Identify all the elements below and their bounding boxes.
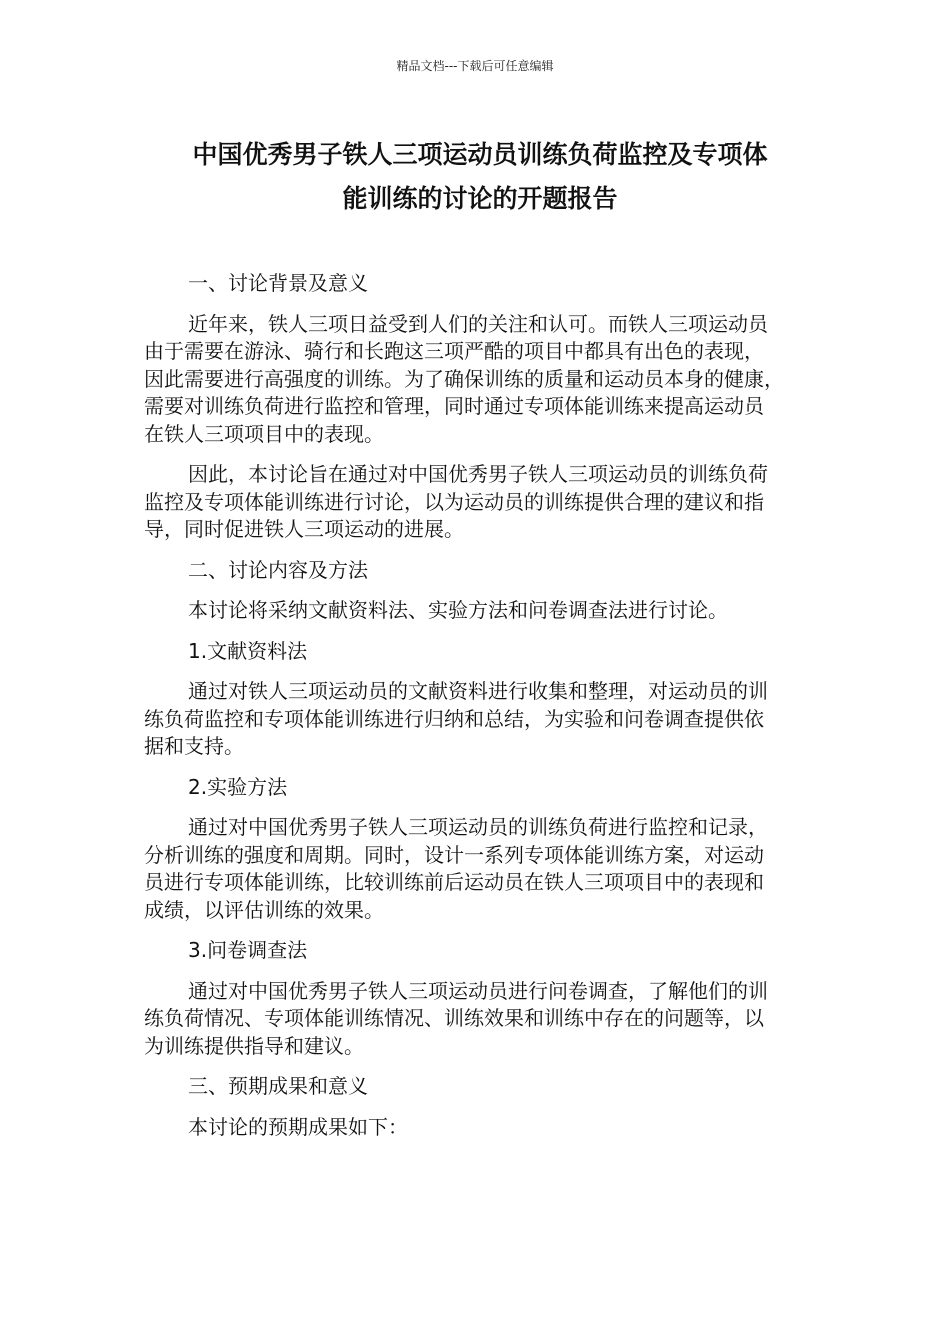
paragraph-line: 在铁人三项项目中的表现。	[144, 421, 384, 446]
paragraph-line: 分析训练的强度和周期。同时，设计一系列专项体能训练方案，对运动	[144, 842, 764, 867]
paragraph-line: 近年来，铁人三项日益受到人们的关注和认可。而铁人三项运动员	[188, 311, 768, 336]
paragraph-line: 需要对训练负荷进行监控和管理，同时通过专项体能训练来提高运动员	[144, 394, 764, 418]
paragraph-questionnaire	[144, 978, 804, 1061]
paragraph-line: 因此需要进行高强度的训练。为了确保训练的质量和运动员本身的健康，	[144, 366, 784, 391]
paragraph-line: 因此，本讨论旨在通过对中国优秀男子铁人三项运动员的训练负荷	[188, 462, 768, 486]
section-heading-methods: 二、讨论内容及方法	[188, 557, 368, 582]
method-heading-questionnaire: 3.问卷调查法	[188, 938, 308, 962]
document-body	[144, 270, 804, 1154]
page-header: 精品文档---下载后可任意编辑	[396, 59, 554, 73]
paragraph-line: 练负荷监控和专项体能训练进行归纳和总结，为实验和问卷调查提供依	[144, 706, 764, 731]
paragraph-experiment	[144, 814, 804, 924]
document-title	[140, 133, 820, 221]
method-heading-experiment: 2.实验方法	[188, 774, 288, 799]
paragraph-line: 成绩，以评估训练的效果。	[144, 897, 384, 922]
paragraph-line: 练负荷情况、专项体能训练情况、训练效果和训练中存在的问题等，以	[144, 1006, 764, 1030]
paragraph-line: 通过对中国优秀男子铁人三项运动员进行问卷调查，了解他们的训	[188, 978, 768, 1003]
paragraph-line: 由于需要在游泳、骑行和长跑这三项严酷的项目中都具有出色的表现，	[144, 339, 764, 363]
paragraph-outcomes-intro: 本讨论的预期成果如下：	[188, 1114, 408, 1139]
paragraph-methods-intro: 本讨论将采纳文献资料法、实验方法和问卷调查法进行讨论。	[188, 598, 728, 622]
paragraph-line: 通过对铁人三项运动员的文献资料进行收集和整理，对运动员的训	[188, 679, 768, 703]
paragraph-line: 为训练提供指导和建议。	[144, 1033, 364, 1058]
paragraph-line: 通过对中国优秀男子铁人三项运动员的训练负荷进行监控和记录，	[188, 815, 768, 839]
paragraph-background-1	[144, 311, 804, 449]
paragraph-line: 导，同时促进铁人三项运动的进展。	[144, 517, 464, 541]
paragraph-line: 监控及专项体能训练进行讨论，以为运动员的训练提供合理的建议和指	[144, 489, 764, 514]
section-heading-outcomes: 三、预期成果和意义	[188, 1074, 368, 1098]
paragraph-line: 据和支持。	[144, 734, 244, 758]
title-line-1: 中国优秀男子铁人三项运动员训练负荷监控及专项体	[192, 140, 768, 169]
method-heading-literature: 1.文献资料法	[188, 638, 308, 663]
title-line-2: 能训练的讨论的开题报告	[342, 184, 618, 213]
paragraph-literature	[144, 678, 804, 761]
paragraph-line: 员进行专项体能训练，比较训练前后运动员在铁人三项项目中的表现和	[144, 870, 764, 894]
paragraph-background-2	[144, 461, 804, 544]
section-heading-background: 一、讨论背景及意义	[188, 271, 368, 295]
